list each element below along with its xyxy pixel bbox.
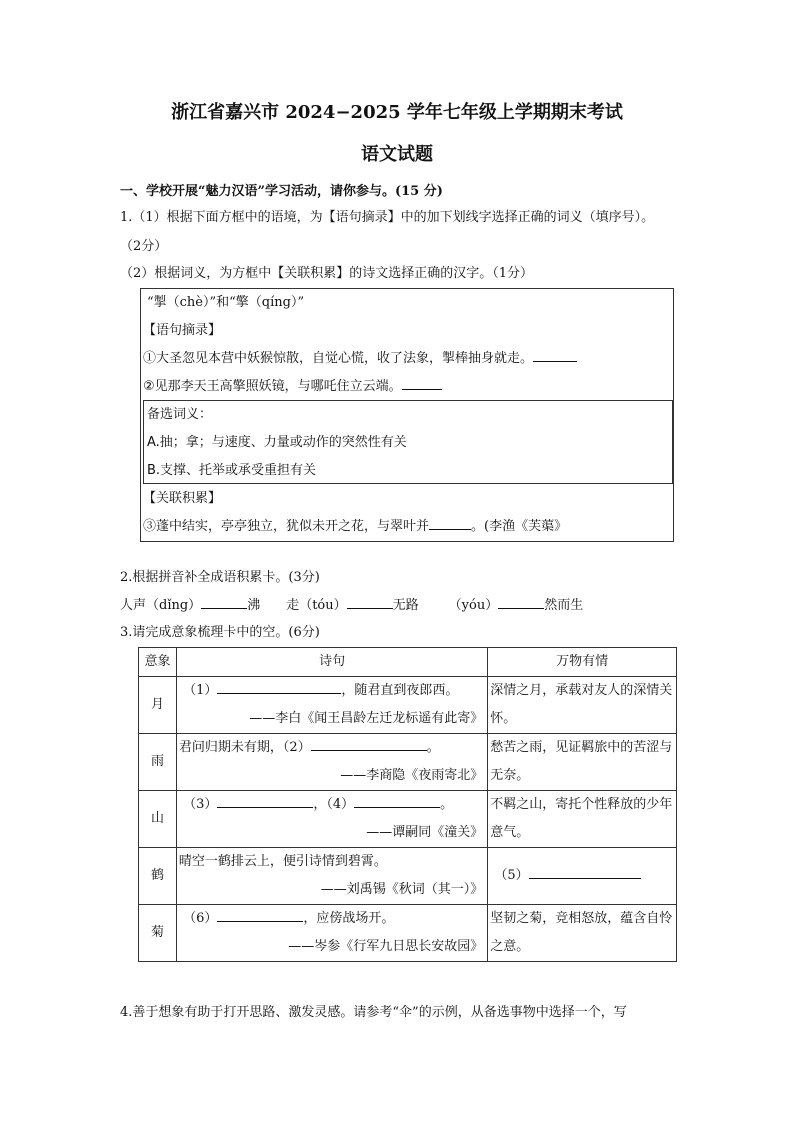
blank-4[interactable] bbox=[354, 795, 440, 808]
row-feeling: 不羁之山，寄托个性释放的少年意气。 bbox=[488, 791, 677, 848]
blank-3[interactable] bbox=[217, 795, 313, 808]
blank-2[interactable] bbox=[311, 738, 427, 751]
table-row bbox=[139, 734, 677, 791]
row-source: ——李商隐《夜雨寄北》 bbox=[340, 768, 484, 783]
q1-line-3: （2）根据词义，为方框中【关联积累】的诗文选择正确的汉字。（1分） bbox=[120, 266, 534, 281]
q1-related-label: 【关联积累】 bbox=[143, 491, 222, 506]
blank-1[interactable] bbox=[217, 681, 341, 694]
q2-item-2-b: 无路 bbox=[392, 598, 419, 613]
table-row bbox=[139, 848, 677, 905]
q1-line-1: 1.（1）根据下面方框中的语境，为【语句摘录】中的加下划线字选择正确的词义（填序号）。 bbox=[120, 210, 655, 225]
q1-related-3-tail: 。(李渔《芙蕖》 bbox=[471, 519, 568, 534]
row-imagery: 菊 bbox=[139, 905, 177, 962]
row-verse: （6） ，应傍战场开。 ——岑参《行军九日思长安故园》 bbox=[176, 905, 487, 962]
table-row bbox=[139, 677, 677, 734]
header-imagery: 意象 bbox=[139, 648, 177, 677]
row-feeling: 深情之月，承载对友人的深情关怀。 bbox=[488, 677, 677, 734]
title-line-1: 浙江省嘉兴市 2024−2025 学年七年级上学期期末考试 bbox=[171, 102, 623, 123]
header-feeling: 万物有情 bbox=[488, 648, 677, 677]
q1-option-b: B.支撑、托举或承受重担有关 bbox=[147, 463, 317, 478]
q2-blank-2[interactable] bbox=[347, 596, 393, 609]
q1-excerpt-2 bbox=[143, 375, 442, 394]
q2-item-1-b: 沸 bbox=[247, 598, 261, 613]
row-verse: （1） ，随君直到夜郎西。 ——李白《闻王昌龄左迁龙标遥有此寄》 bbox=[176, 677, 487, 734]
row-verse: 晴空一鹤排云上，便引诗情到碧霄。 ——刘禹锡《秋词（其一）》 bbox=[176, 848, 487, 905]
row-imagery: 月 bbox=[139, 677, 177, 734]
q1-blank-1[interactable] bbox=[533, 349, 577, 362]
row-imagery: 山 bbox=[139, 791, 177, 848]
q2-item-1-a: 人声（dǐng） bbox=[120, 598, 202, 613]
q4-line-1: 4.善于想象有助于打开思路、激发灵感。请参考“伞”的示例，从备选事物中选择一个，写 bbox=[120, 1005, 627, 1020]
q2-heading: 2.根据拼音补全成语积累卡。(3分) bbox=[120, 570, 320, 585]
section-1-heading: 一、学校开展“魅力汉语”学习活动，请你参与。(15 分) bbox=[120, 184, 443, 199]
q2-item-3-a: （yóu） bbox=[448, 598, 499, 613]
row-feeling: （5） bbox=[488, 848, 677, 905]
row-imagery: 鹤 bbox=[139, 848, 177, 905]
blank-6[interactable] bbox=[217, 909, 303, 922]
q1-excerpt-1 bbox=[143, 347, 577, 366]
row-feeling: 坚韧之菊，竞相怒放，蕴含自怜之意。 bbox=[488, 905, 677, 962]
row-source: ——李白《闻王昌龄左迁龙标遥有此寄》 bbox=[249, 711, 484, 726]
title-line-2: 语文试题 bbox=[361, 144, 433, 165]
q2-blank-3[interactable] bbox=[498, 596, 544, 609]
q1-excerpt-1-text: ①大圣忽见本营中妖猴惊散，自觉心慌，收了法象，掣棒抽身就走。 bbox=[143, 351, 534, 366]
row-imagery: 雨 bbox=[139, 734, 177, 791]
q1-excerpt-label: 【语句摘录】 bbox=[143, 323, 222, 338]
q1-options-box bbox=[143, 400, 673, 484]
table-header-row bbox=[139, 648, 677, 677]
q1-options-label: 备选词义： bbox=[147, 407, 213, 422]
row-source: ——岑参《行军九日思长安故园》 bbox=[288, 939, 484, 954]
q1-option-a: A.抽；拿；与速度、力量或动作的突然性有关 bbox=[147, 435, 407, 450]
header-verse: 诗句 bbox=[176, 648, 487, 677]
q1-blank-3[interactable] bbox=[429, 517, 471, 530]
row-source: ——刘禹锡《秋词（其一）》 bbox=[320, 882, 484, 897]
q2-blank-1[interactable] bbox=[201, 596, 247, 609]
imagery-table bbox=[138, 647, 677, 962]
table-row bbox=[139, 791, 677, 848]
q1-chars: “掣（chè）”和“擎（qíng）” bbox=[147, 295, 305, 310]
table-row bbox=[139, 905, 677, 962]
blank-5[interactable] bbox=[529, 866, 641, 879]
q2-item-3-b: 然而生 bbox=[544, 598, 584, 613]
q1-related-3 bbox=[143, 515, 567, 534]
q1-line-2: （2分） bbox=[120, 239, 168, 254]
q2-item-2-a: 走（tóu） bbox=[286, 598, 347, 613]
q1-context-box bbox=[140, 288, 674, 542]
q1-related-3-text: ③蓬中结实，亭亭独立，犹似未开之花，与翠叶并 bbox=[143, 519, 430, 534]
q3-heading: 3.请完成意象梳理卡中的空。(6分) bbox=[120, 625, 320, 640]
row-feeling: 愁苦之雨，见证羁旅中的苦涩与无奈。 bbox=[488, 734, 677, 791]
row-source: ——谭嗣同《潼关》 bbox=[366, 825, 484, 840]
q2-items bbox=[120, 594, 583, 613]
q1-excerpt-2-text: ②见那李天王高擎照妖镜，与哪吒住立云端。 bbox=[143, 379, 402, 394]
row-verse: 君问归期未有期，（2） 。 ——李商隐《夜雨寄北》 bbox=[176, 734, 487, 791]
q1-blank-2[interactable] bbox=[402, 377, 442, 390]
row-verse: （3） ，（4） 。 ——谭嗣同《潼关》 bbox=[176, 791, 487, 848]
